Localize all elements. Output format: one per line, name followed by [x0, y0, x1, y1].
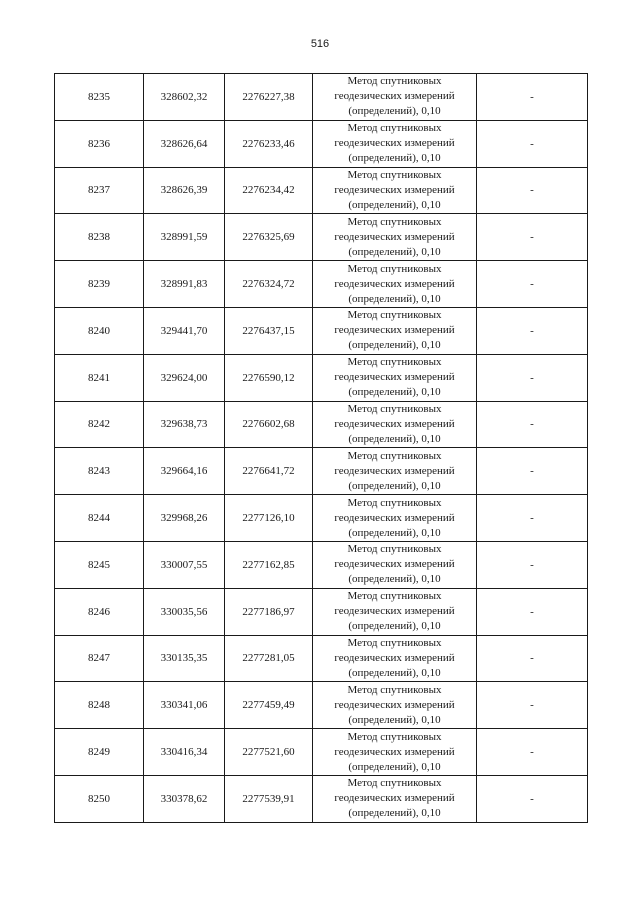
table-row: [55, 588, 588, 635]
x-coordinate-cell: 329638,73: [144, 401, 225, 448]
method-line: геодезических измерений: [334, 511, 455, 524]
note-cell: -: [477, 167, 588, 214]
x-coordinate-cell: 330416,34: [144, 729, 225, 776]
point-number-cell: 8237: [55, 167, 144, 214]
point-number-cell: 8240: [55, 307, 144, 354]
point-number-cell: 8246: [55, 588, 144, 635]
method-cell: [313, 682, 477, 729]
method-line: (определений), 0,10: [348, 666, 441, 679]
method-cell: [313, 401, 477, 448]
method-line: Метод спутниковых: [347, 309, 442, 322]
point-number-cell: 8245: [55, 541, 144, 588]
point-number-cell: 8242: [55, 401, 144, 448]
note-cell: -: [477, 775, 588, 822]
point-number-cell: 8247: [55, 635, 144, 682]
x-coordinate-cell: 330341,06: [144, 682, 225, 729]
method-cell: [313, 120, 477, 167]
note-cell: -: [477, 74, 588, 121]
method-cell: [313, 588, 477, 635]
coordinates-table: [54, 73, 588, 823]
method-cell: [313, 167, 477, 214]
y-coordinate-cell: 2276641,72: [225, 448, 313, 495]
table-row: [55, 401, 588, 448]
method-line: (определений), 0,10: [348, 339, 441, 352]
point-number-cell: 8241: [55, 354, 144, 401]
method-cell: [313, 541, 477, 588]
method-line: Метод спутниковых: [347, 168, 442, 181]
method-line: геодезических измерений: [334, 558, 455, 571]
method-cell: [313, 635, 477, 682]
x-coordinate-cell: 330135,35: [144, 635, 225, 682]
x-coordinate-cell: 329441,70: [144, 307, 225, 354]
y-coordinate-cell: 2276227,38: [225, 74, 313, 121]
method-line: геодезических измерений: [334, 183, 455, 196]
x-coordinate-cell: 328626,64: [144, 120, 225, 167]
y-coordinate-cell: 2277162,85: [225, 541, 313, 588]
point-number-cell: 8250: [55, 775, 144, 822]
y-coordinate-cell: 2276234,42: [225, 167, 313, 214]
point-number-cell: 8235: [55, 74, 144, 121]
note-cell: -: [477, 448, 588, 495]
table-row: [55, 74, 588, 121]
method-line: геодезических измерений: [334, 277, 455, 290]
x-coordinate-cell: 330007,55: [144, 541, 225, 588]
point-number-cell: 8239: [55, 261, 144, 308]
x-coordinate-cell: 330378,62: [144, 775, 225, 822]
y-coordinate-cell: 2277539,91: [225, 775, 313, 822]
method-line: Метод спутниковых: [347, 356, 442, 369]
method-line: (определений), 0,10: [348, 573, 441, 586]
method-line: (определений), 0,10: [348, 713, 441, 726]
method-line: (определений), 0,10: [348, 807, 441, 820]
method-line: геодезических измерений: [334, 464, 455, 477]
x-coordinate-cell: 328602,32: [144, 74, 225, 121]
method-cell: [313, 775, 477, 822]
y-coordinate-cell: 2276590,12: [225, 354, 313, 401]
note-cell: -: [477, 541, 588, 588]
method-line: Метод спутниковых: [347, 636, 442, 649]
x-coordinate-cell: 328991,83: [144, 261, 225, 308]
method-line: (определений), 0,10: [348, 479, 441, 492]
note-cell: -: [477, 682, 588, 729]
method-line: (определений), 0,10: [348, 198, 441, 211]
y-coordinate-cell: 2277126,10: [225, 495, 313, 542]
method-line: (определений), 0,10: [348, 152, 441, 165]
method-line: геодезических измерений: [334, 324, 455, 337]
y-coordinate-cell: 2277521,60: [225, 729, 313, 776]
point-number-cell: 8243: [55, 448, 144, 495]
table-row: [55, 307, 588, 354]
y-coordinate-cell: 2277281,05: [225, 635, 313, 682]
method-line: Метод спутниковых: [347, 262, 442, 275]
table-row: [55, 635, 588, 682]
method-line: (определений), 0,10: [348, 245, 441, 258]
point-number-cell: 8244: [55, 495, 144, 542]
method-line: геодезических измерений: [334, 605, 455, 618]
method-line: Метод спутниковых: [347, 215, 442, 228]
method-line: Метод спутниковых: [347, 75, 442, 88]
table-row: [55, 729, 588, 776]
y-coordinate-cell: 2276233,46: [225, 120, 313, 167]
note-cell: -: [477, 354, 588, 401]
method-line: геодезических измерений: [334, 745, 455, 758]
method-line: (определений), 0,10: [348, 432, 441, 445]
note-cell: -: [477, 261, 588, 308]
x-coordinate-cell: 328626,39: [144, 167, 225, 214]
method-line: Метод спутниковых: [347, 777, 442, 790]
method-line: геодезических измерений: [334, 371, 455, 384]
method-cell: [313, 729, 477, 776]
method-cell: [313, 448, 477, 495]
method-line: Метод спутниковых: [347, 496, 442, 509]
method-line: (определений), 0,10: [348, 386, 441, 399]
x-coordinate-cell: 329968,26: [144, 495, 225, 542]
table-row: [55, 261, 588, 308]
method-line: геодезических измерений: [334, 230, 455, 243]
method-line: геодезических измерений: [334, 417, 455, 430]
method-line: (определений), 0,10: [348, 760, 441, 773]
table-row: [55, 448, 588, 495]
method-cell: [313, 261, 477, 308]
method-line: геодезических измерений: [334, 137, 455, 150]
method-line: Метод спутниковых: [347, 449, 442, 462]
table-row: [55, 541, 588, 588]
y-coordinate-cell: 2276325,69: [225, 214, 313, 261]
method-line: Метод спутниковых: [347, 122, 442, 135]
method-line: Метод спутниковых: [347, 543, 442, 556]
note-cell: -: [477, 588, 588, 635]
y-coordinate-cell: 2276324,72: [225, 261, 313, 308]
method-cell: [313, 214, 477, 261]
note-cell: -: [477, 120, 588, 167]
note-cell: -: [477, 495, 588, 542]
method-line: геодезических измерений: [334, 698, 455, 711]
y-coordinate-cell: 2276437,15: [225, 307, 313, 354]
x-coordinate-cell: 330035,56: [144, 588, 225, 635]
method-line: Метод спутниковых: [347, 590, 442, 603]
point-number-cell: 8236: [55, 120, 144, 167]
method-line: Метод спутниковых: [347, 730, 442, 743]
point-number-cell: 8248: [55, 682, 144, 729]
y-coordinate-cell: 2277186,97: [225, 588, 313, 635]
y-coordinate-cell: 2276602,68: [225, 401, 313, 448]
method-cell: [313, 74, 477, 121]
method-line: (определений), 0,10: [348, 292, 441, 305]
method-cell: [313, 307, 477, 354]
table-row: [55, 214, 588, 261]
method-line: (определений), 0,10: [348, 526, 441, 539]
table-row: [55, 495, 588, 542]
y-coordinate-cell: 2277459,49: [225, 682, 313, 729]
method-line: геодезических измерений: [334, 792, 455, 805]
page-number: 516: [310, 38, 330, 50]
method-line: Метод спутниковых: [347, 683, 442, 696]
table-row: [55, 167, 588, 214]
x-coordinate-cell: 329624,00: [144, 354, 225, 401]
table-row: [55, 120, 588, 167]
note-cell: -: [477, 401, 588, 448]
x-coordinate-cell: 329664,16: [144, 448, 225, 495]
method-cell: [313, 495, 477, 542]
note-cell: -: [477, 635, 588, 682]
note-cell: -: [477, 214, 588, 261]
method-line: Метод спутниковых: [347, 402, 442, 415]
note-cell: -: [477, 729, 588, 776]
table-row: [55, 682, 588, 729]
point-number-cell: 8249: [55, 729, 144, 776]
method-line: геодезических измерений: [334, 90, 455, 103]
method-line: геодезических измерений: [334, 651, 455, 664]
point-number-cell: 8238: [55, 214, 144, 261]
method-line: (определений), 0,10: [348, 620, 441, 633]
note-cell: -: [477, 307, 588, 354]
x-coordinate-cell: 328991,59: [144, 214, 225, 261]
table-row: [55, 354, 588, 401]
method-line: (определений), 0,10: [348, 105, 441, 118]
table-row: [55, 775, 588, 822]
method-cell: [313, 354, 477, 401]
